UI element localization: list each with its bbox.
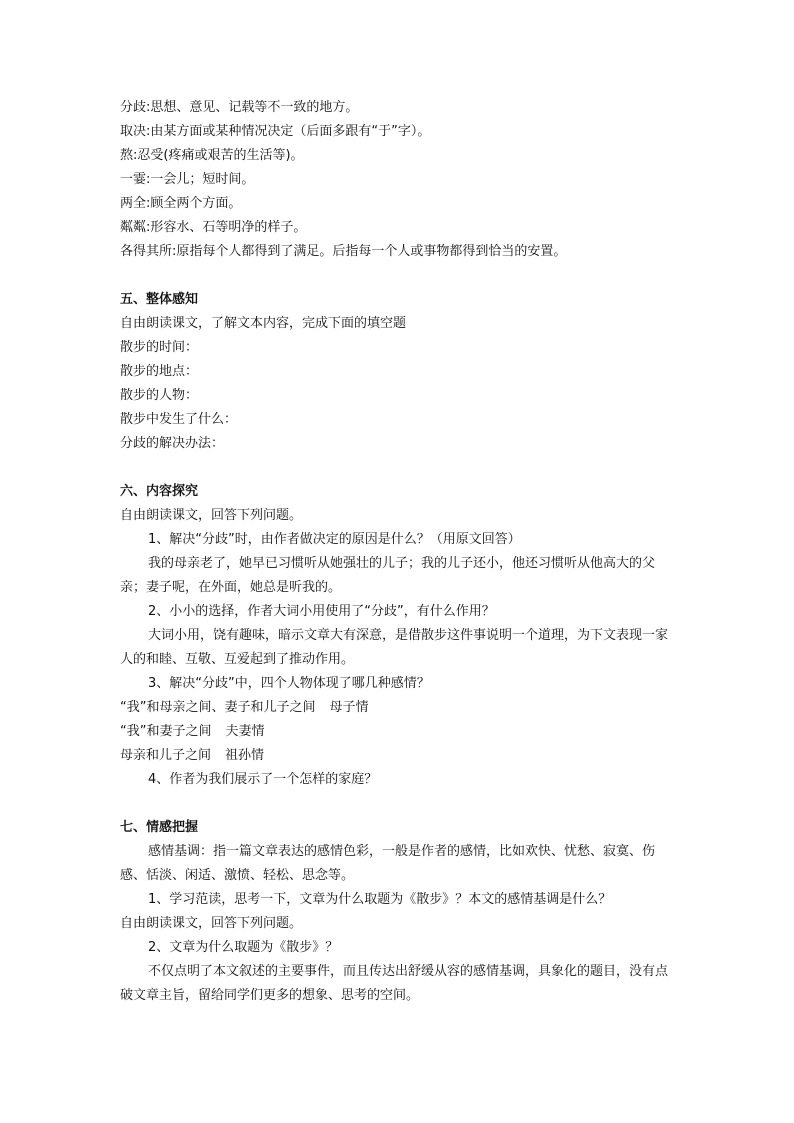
question: 1、解决“分歧”时，由作者做决定的原因是什么？（用原文回答） (148, 532, 521, 547)
relation-type: 夫妻情 (225, 724, 265, 739)
vocab-item: 粼粼:形容水、石等明净的样子。 (120, 220, 307, 235)
vocab-item: 分歧:思想、意见、记载等不一致的地方。 (120, 100, 359, 115)
spacer (120, 264, 680, 288)
definition: 感情基调：指一篇文章表达的感情色彩，一般是作者的感情，比如欢快、忧愁、寂寞、伤感、恬淡、闲适、激愤、轻松、思念等。 (120, 844, 656, 883)
question: 2、小小的选择，作者大词小用使用了“分歧”，有什么作用？ (148, 604, 495, 619)
section-intro: 自由朗读课文，了解文本内容，完成下面的填空题 (120, 316, 407, 331)
spacer (120, 456, 680, 480)
answer: 大词小用，饶有趣味，暗示文章大有深意，是借散步这件事说明一个道理，为下文表现一家人的和睦、互敬、互爱起到了推动作用。 (120, 628, 669, 667)
fill-blank-item: 散步的地点： (120, 364, 199, 379)
section-heading: 五、整体感知 (120, 292, 199, 307)
answer: 不仅点明了本文叙述的主要事件，而且传达出舒缓从容的感情基调，具象化的题目，没有点破文章主旨，留给同学们更多的想象、思考的空间。 (120, 964, 669, 1003)
spacer (120, 792, 680, 816)
fill-blank-item: 散步中发生了什么： (120, 412, 238, 427)
fill-blank-item: 分歧的解决办法： (120, 436, 225, 451)
fill-blank-item: 散步的时间： (120, 340, 199, 355)
relation-row (120, 720, 680, 744)
question: 1、学习范读，思考一下，文章为什么取题为《散步》？本文的感情基调是什么？ (148, 892, 612, 907)
relation-row (120, 696, 680, 720)
vocab-item: 两全:顾全两个方面。 (120, 196, 242, 211)
relation-row (120, 744, 680, 768)
fill-blank-item: 散步的人物： (120, 388, 199, 403)
section-heading: 七、情感把握 (120, 820, 199, 835)
question: 3、解决“分歧”中，四个人物体现了哪几种感情？ (148, 676, 430, 691)
relation-parties: 母亲和儿子之间 (120, 748, 212, 763)
section-heading: 六、内容探究 (120, 484, 199, 499)
vocab-item: 取决:由某方面或某种情况决定（后面多跟有“于”字）。 (120, 124, 431, 139)
relation-parties: “我”和母亲之间、妻子和儿子之间 (120, 700, 316, 715)
section-intro: 自由朗读课文，回答下列问题。 (120, 508, 303, 523)
section-intro: 自由朗读课文，回答下列问题。 (120, 916, 303, 931)
relation-type: 母子情 (329, 700, 369, 715)
document-page (120, 96, 680, 1008)
vocab-item: 各得其所:原指每个人都得到了满足。后指每一个人或事物都得到恰当的安置。 (120, 244, 567, 259)
relation-type: 祖孙情 (225, 748, 265, 763)
relation-parties: “我”和妻子之间 (120, 724, 212, 739)
question: 4、作者为我们展示了一个怎样的家庭？ (148, 772, 378, 787)
vocab-item: 熬:忍受(疼痛或艰苦的生活等)。 (120, 148, 304, 163)
vocab-item: 一霎:一会儿；短时间。 (120, 172, 255, 187)
answer: 我的母亲老了，她早已习惯听从她强壮的儿子；我的儿子还小，他还习惯听从他高大的父亲；妻子呢，在外面，她总是听我的。 (120, 556, 656, 595)
question: 2、文章为什么取题为《散步》？ (148, 940, 339, 955)
